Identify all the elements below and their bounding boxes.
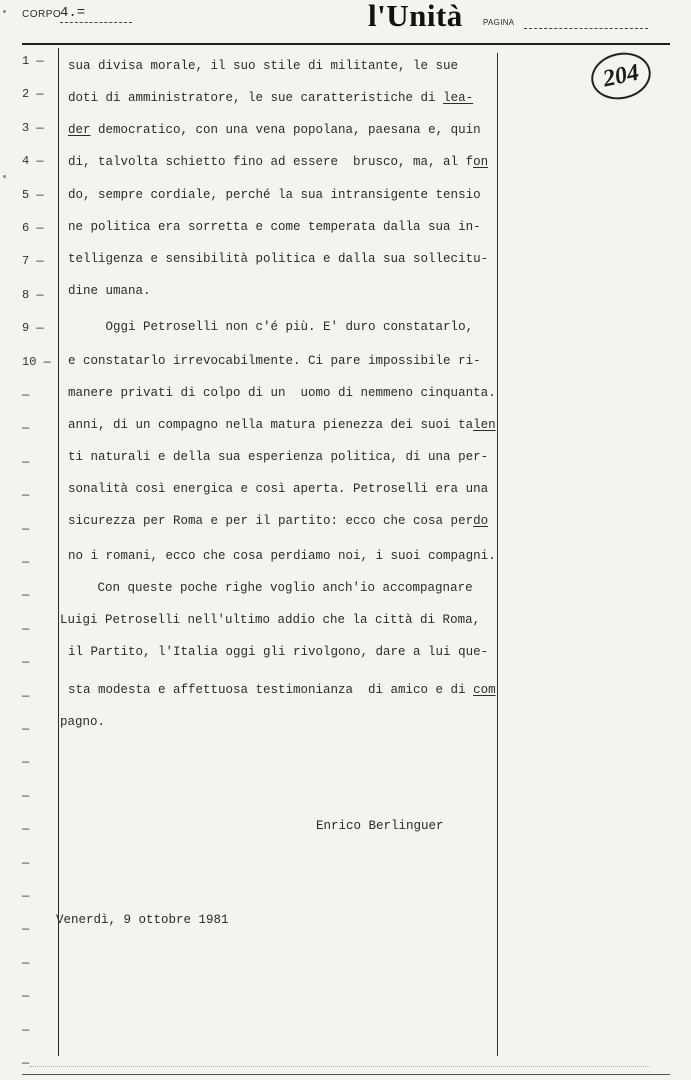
- text-line: [68, 354, 481, 368]
- gutter-mark: 1 —: [22, 54, 44, 68]
- text-line: [68, 386, 496, 400]
- text-line: [68, 482, 488, 496]
- gutter-mark: —: [22, 622, 30, 636]
- text-line: [68, 123, 481, 137]
- gutter-mark: 10 —: [22, 355, 51, 369]
- gutter-mark: —: [22, 922, 30, 936]
- line-text: Con queste poche righe voglio anch'io accompagnare: [60, 581, 473, 595]
- gutter-mark: 2 —: [22, 87, 44, 101]
- bottom-rule: [22, 1074, 670, 1075]
- line-text: il Partito, l'Italia oggi gli rivolgono, dare a lui que-: [68, 645, 489, 659]
- text-line: [68, 91, 473, 105]
- line-text: ne politica era sorretta e come temperata dalla sua in-: [68, 220, 481, 234]
- gutter-mark: —: [22, 522, 30, 536]
- text-line: [68, 188, 481, 202]
- corpo-underline: [60, 22, 132, 23]
- pagina-label: PAGINA: [483, 18, 515, 27]
- dateline: Venerdì, 9 ottobre 1981: [56, 913, 229, 927]
- edge-mark: [3, 175, 6, 178]
- newspaper-title: l'Unità: [368, 0, 463, 33]
- corpo-label: CORPO: [22, 9, 62, 20]
- gutter-mark: —: [22, 689, 30, 703]
- gutter-mark: 8 —: [22, 288, 44, 302]
- gutter-mark: 9 —: [22, 321, 44, 335]
- pagina-underline: [524, 28, 648, 29]
- underlined-text: len: [473, 418, 496, 432]
- gutter-mark: —: [22, 488, 30, 502]
- underlined-text: on: [473, 155, 489, 169]
- line-text-tail: democratico, con una vena popolana, paesana e, quin: [90, 123, 481, 137]
- gutter-mark: —: [22, 956, 30, 970]
- text-line: [68, 252, 488, 266]
- gutter-mark: —: [22, 722, 30, 736]
- line-text: pagno.: [60, 715, 106, 729]
- bottom-dotted-line: [30, 1066, 650, 1067]
- gutter-mark: —: [22, 421, 30, 435]
- corpo-value: 4.=: [60, 5, 86, 21]
- line-text: di, talvolta schietto fino ad essere brusco, ma, al f: [68, 155, 474, 169]
- text-line: [68, 450, 488, 464]
- underlined-text: der: [68, 123, 91, 137]
- gutter-mark: —: [22, 989, 30, 1003]
- underlined-text: com: [473, 683, 496, 697]
- line-text: manere privati di colpo di un uomo di nemmeno cinquanta.: [68, 386, 496, 400]
- text-line: [68, 59, 458, 73]
- text-line: [60, 715, 105, 729]
- line-text: e constatarlo irrevocabilmente. Ci pare impossibile ri-: [68, 354, 481, 368]
- page-number-stamp: [587, 47, 655, 104]
- gutter-mark: 3 —: [22, 121, 44, 135]
- line-text: ti naturali e della sua esperienza politica, di una per-: [68, 450, 489, 464]
- gutter-mark: 5 —: [22, 188, 44, 202]
- line-text: Oggi Petroselli non c'é più. E' duro constatarlo,: [68, 320, 474, 334]
- header-rule: [22, 43, 670, 45]
- text-line: [60, 581, 473, 595]
- text-line: [68, 220, 481, 234]
- text-line: [68, 645, 488, 659]
- gutter-mark: —: [22, 388, 30, 402]
- text-line: [68, 320, 473, 334]
- line-text: do, sempre cordiale, perché la sua intransigente tensio: [68, 188, 481, 202]
- gutter-mark: —: [22, 856, 30, 870]
- text-line: [68, 155, 488, 169]
- line-text: sonalità così energica e così aperta. Petroselli era una: [68, 482, 489, 496]
- line-text: no i romani, ecco che cosa perdiamo noi, i suoi compagni.: [68, 549, 496, 563]
- edge-mark: [3, 10, 6, 13]
- underlined-text: do: [473, 514, 489, 528]
- line-text: sicurezza per Roma e per il partito: ecco che cosa per: [68, 514, 474, 528]
- gutter-mark: —: [22, 455, 30, 469]
- signature: Enrico Berlinguer: [316, 819, 444, 833]
- text-line: [68, 549, 496, 563]
- line-text: doti di amministratore, le sue caratteristiche di: [68, 91, 444, 105]
- line-text: Luigi Petroselli nell'ultimo addio che la città di Roma,: [60, 613, 481, 627]
- line-text: dine umana.: [68, 284, 151, 298]
- gutter-mark: —: [22, 1056, 30, 1070]
- text-line: [68, 514, 488, 528]
- left-margin-rule: [58, 48, 59, 1056]
- underlined-text: lea-: [443, 91, 474, 105]
- gutter-mark: —: [22, 555, 30, 569]
- line-text: anni, di un compagno nella matura pienezza dei suoi ta: [68, 418, 474, 432]
- line-text: sua divisa morale, il suo stile di militante, le sue: [68, 59, 459, 73]
- text-line: [68, 418, 496, 432]
- gutter-mark: —: [22, 1023, 30, 1037]
- gutter-mark: —: [22, 755, 30, 769]
- text-line: [60, 613, 480, 627]
- text-line: [68, 683, 496, 697]
- text-line: [68, 284, 151, 298]
- gutter-mark: 6 —: [22, 221, 44, 235]
- gutter-mark: 4 —: [22, 154, 44, 168]
- line-text: telligenza e sensibilità politica e dalla sua sollecitu-: [68, 252, 489, 266]
- gutter-mark: —: [22, 789, 30, 803]
- gutter-mark: —: [22, 889, 30, 903]
- gutter-mark: —: [22, 588, 30, 602]
- gutter-mark: 7 —: [22, 254, 44, 268]
- gutter-mark: —: [22, 822, 30, 836]
- gutter-mark: —: [22, 655, 30, 669]
- stamp-number: 204: [600, 59, 642, 93]
- line-text: sta modesta e affettuosa testimonianza di amico e di: [68, 683, 474, 697]
- right-margin-rule: [497, 53, 498, 1056]
